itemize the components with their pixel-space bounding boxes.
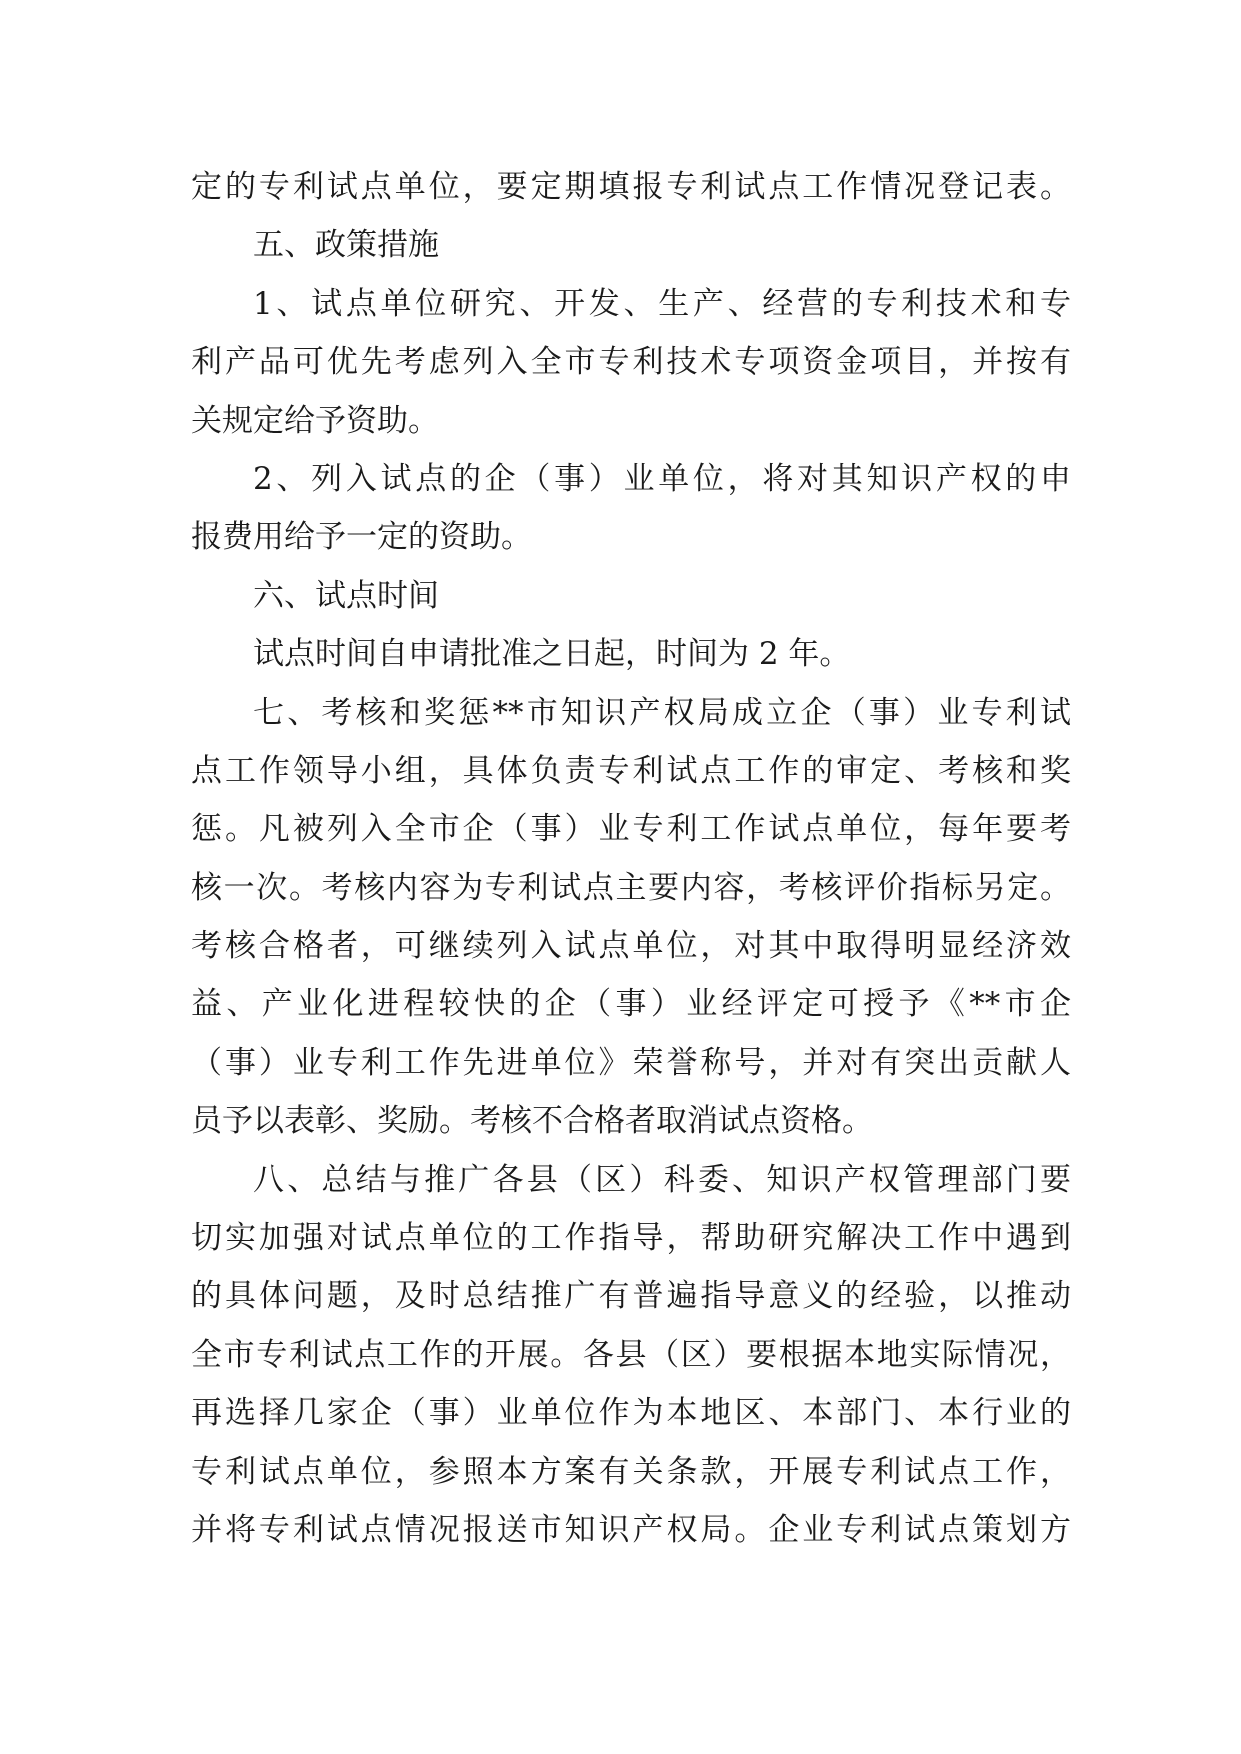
text-line: 核一次。考核内容为专利试点主要内容，考核评价指标另定。 xyxy=(191,869,1071,906)
text-line: 利产品可优先考虑列入全市专利技术专项资金项目，并按有 xyxy=(191,344,1071,381)
text-line: 考核合格者，可继续列入试点单位，对其中取得明显经济效 xyxy=(191,928,1071,965)
text-line: 惩。凡被列入全市企（事）业专利工作试点单位，每年要考 xyxy=(191,811,1071,848)
text-line: 报费用给予一定的资助。 xyxy=(191,519,532,556)
text-line: 切实加强对试点单位的工作指导，帮助研究解决工作中遇到 xyxy=(191,1220,1071,1257)
text-line: 2、列入试点的企（事）业单位，将对其知识产权的申 xyxy=(253,460,1071,497)
text-line: 员予以表彰、奖励。考核不合格者取消试点资格。 xyxy=(191,1103,873,1140)
text-line: 1、试点单位研究、开发、生产、经营的专利技术和专 xyxy=(253,285,1071,322)
text-line: 定的专利试点单位，要定期填报专利试点工作情况登记表。 xyxy=(191,169,1071,205)
text-line: 益、产业化进程较快的企（事）业经评定可授予《**市企 xyxy=(191,986,1071,1023)
text-line: 的具体问题，及时总结推广有普遍指导意义的经验，以推动 xyxy=(191,1278,1071,1315)
text-line: 七、考核和奖惩**市知识产权局成立企（事）业专利试 xyxy=(253,694,1071,731)
text-line: 六、试点时间 xyxy=(253,577,439,614)
document-body xyxy=(191,158,1071,1559)
text-line: （事）业专利工作先进单位》荣誉称号，并对有突出贡献人 xyxy=(191,1044,1071,1081)
text-line: 五、政策措施 xyxy=(253,227,439,264)
text-line: 专利试点单位，参照本方案有关条款，开展专利试点工作， xyxy=(191,1453,1071,1490)
text-line: 再选择几家企（事）业单位作为本地区、本部门、本行业的 xyxy=(191,1395,1071,1432)
text-line: 全市专利试点工作的开展。各县（区）要根据本地实际情况， xyxy=(191,1336,1071,1373)
text-line: 试点时间自申请批准之日起，时间为 2 年。 xyxy=(253,636,851,673)
text-line: 关规定给予资助。 xyxy=(191,402,439,439)
text-line: 并将专利试点情况报送市知识产权局。企业专利试点策划方 xyxy=(191,1511,1071,1548)
text-line: 八、总结与推广各县（区）科委、知识产权管理部门要 xyxy=(253,1161,1071,1198)
text-line: 点工作领导小组，具体负责专利试点工作的审定、考核和奖 xyxy=(191,752,1071,789)
